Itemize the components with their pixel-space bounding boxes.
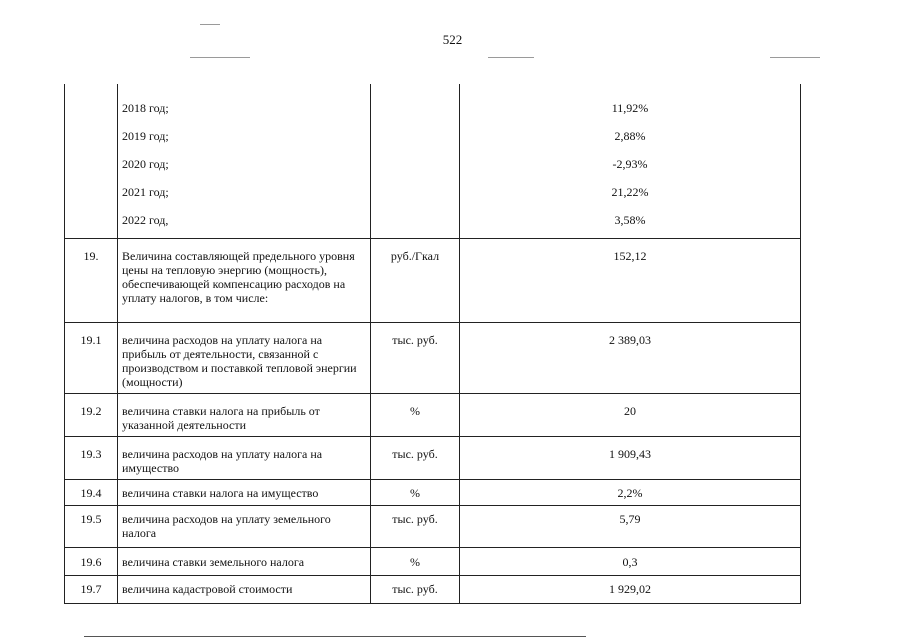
row-name: величина ставки налога на прибыль от указанной деятельности [118, 394, 371, 437]
row-unit: тыс. руб. [371, 437, 460, 480]
row-value: 2,2% [460, 480, 801, 506]
row-unit: руб./Гкал [371, 239, 460, 323]
table-row [65, 480, 801, 506]
table-row [65, 84, 801, 239]
row-value: 20 [460, 394, 801, 437]
scan-mark [200, 24, 220, 25]
row-name: величина расходов на уплату налога на имущество [118, 437, 371, 480]
row-number: 19.5 [65, 506, 118, 548]
year-value: 3,58% [614, 213, 646, 227]
cell-years [118, 84, 371, 239]
row-name: величина ставки земельного налога [118, 548, 371, 576]
row-number: 19. [65, 239, 118, 323]
year-value: 21,22% [611, 185, 649, 199]
row-unit: тыс. руб. [371, 506, 460, 548]
row-number: 19.7 [65, 576, 118, 604]
table-row [65, 576, 801, 604]
row-name: величина расходов на уплату налога на прибыль от деятельности, связанной с производством и поставкой тепловой энергии (мощности) [118, 323, 371, 394]
table-row [65, 506, 801, 548]
row-value: 5,79 [460, 506, 801, 548]
year-label: 2021 год; [122, 185, 169, 199]
table-row [65, 239, 801, 323]
row-name: величина кадастровой стоимости [118, 576, 371, 604]
cell-unit [371, 84, 460, 239]
table-row [65, 323, 801, 394]
row-number: 19.1 [65, 323, 118, 394]
year-label: 2018 год; [122, 101, 169, 115]
year-value: -2,93% [612, 157, 648, 171]
year-value: 2,88% [614, 129, 646, 143]
scan-mark [770, 57, 820, 58]
row-number: 19.2 [65, 394, 118, 437]
year-label: 2022 год, [122, 213, 169, 227]
year-value: 11,92% [611, 101, 649, 115]
row-unit: % [371, 480, 460, 506]
year-label: 2020 год; [122, 157, 169, 171]
table-row [65, 394, 801, 437]
row-value: 152,12 [460, 239, 801, 323]
row-value: 1 909,43 [460, 437, 801, 480]
row-name: величина расходов на уплату земельного налога [118, 506, 371, 548]
row-name: Величина составляющей предельного уровня цены на тепловую энергию (мощность), обеспечивающей компенсацию расходов на уплату налогов, в том числе: [118, 239, 371, 323]
row-number: 19.4 [65, 480, 118, 506]
page-number: 522 [442, 32, 463, 47]
row-unit: % [371, 548, 460, 576]
cell-num [65, 84, 118, 239]
row-unit: тыс. руб. [371, 323, 460, 394]
scan-mark [488, 57, 534, 58]
row-number: 19.3 [65, 437, 118, 480]
row-value: 1 929,02 [460, 576, 801, 604]
row-unit: % [371, 394, 460, 437]
table-row [65, 548, 801, 576]
scan-mark [84, 636, 586, 637]
row-name: величина ставки налога на имущество [118, 480, 371, 506]
row-unit: тыс. руб. [371, 576, 460, 604]
row-value: 2 389,03 [460, 323, 801, 394]
table-row [65, 437, 801, 480]
row-number: 19.6 [65, 548, 118, 576]
tax-table [64, 84, 801, 604]
year-label: 2019 год; [122, 129, 169, 143]
cell-year-values [460, 84, 801, 239]
scan-mark [190, 57, 250, 58]
row-value: 0,3 [460, 548, 801, 576]
